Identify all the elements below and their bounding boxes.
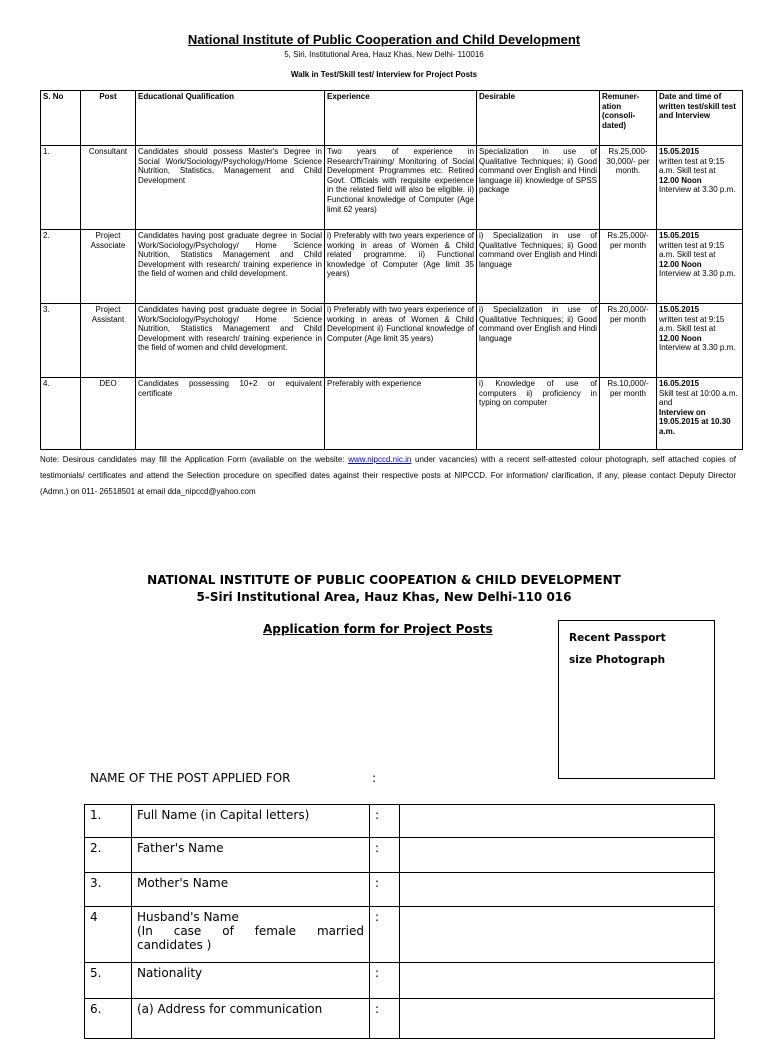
website-link[interactable]: www.nipccd.nic.in bbox=[348, 455, 412, 464]
row-noon: 12.00 Noon bbox=[659, 175, 702, 185]
posts-table bbox=[40, 90, 743, 450]
row-interview: Interview at 3.30 p.m. bbox=[659, 269, 736, 279]
field-colon: : bbox=[370, 907, 400, 963]
row-desirable: i) Specialization in use of Qualitative Techniques; ii) Good command over English and Hindi language bbox=[477, 304, 600, 378]
field-label: Father's Name bbox=[132, 838, 370, 873]
row-date: 16.05.2015 bbox=[659, 379, 700, 388]
row-qualification: Candidates should possess Master's Degree in Social Work/Sociology/Psychology/Home Science Nutrition, Statistics, Management and Child Development bbox=[136, 146, 325, 230]
row-sno: 3. bbox=[41, 304, 81, 378]
row-qualification: Candidates having post graduate degree in Social Work/Sociology/Psychology/ Home Science Nutrition, Statistics Management and Child Development with research/ training experience in the field of women and child development. bbox=[136, 230, 325, 304]
form-row bbox=[85, 907, 715, 963]
notice-address: 5, Siri, Institutional Area, Hauz Khas, New Delhi- 110016 bbox=[284, 50, 484, 59]
row-schedule-text: written test at 9:15 a.m. Skill test at bbox=[659, 314, 725, 334]
walkin-heading: Walk in Test/Skill test/ Interview for Project Posts bbox=[290, 70, 478, 79]
form-row bbox=[85, 838, 715, 873]
row-post: Project Assistant bbox=[81, 304, 136, 378]
form-institute-address: 5-Siri Institutional Area, Hauz Khas, New Delhi-110 016 bbox=[196, 590, 572, 604]
field-input-husbands-name[interactable] bbox=[400, 907, 715, 963]
row-remuneration: Rs.25,000- 30,000/- per month. bbox=[600, 146, 657, 230]
row-experience: i) Preferably with two years experience of working in areas of Women & Child related programme. ii) Functional knowledge of Computer (Age limit 35 years) bbox=[325, 230, 477, 304]
row-sno: 2. bbox=[41, 230, 81, 304]
table-row bbox=[41, 146, 743, 230]
form-institute-title: NATIONAL INSTITUTE OF PUBLIC COOPEATION & CHILD DEVELOPMENT bbox=[147, 573, 621, 587]
row-schedule bbox=[657, 230, 743, 304]
row-schedule-text: written test at 9:15 a.m. Skill test at bbox=[659, 156, 725, 176]
table-row bbox=[41, 230, 743, 304]
row-schedule-text: written test at 9:15 a.m. Skill test at bbox=[659, 240, 725, 260]
field-number: 4 bbox=[85, 907, 132, 963]
row-sno: 4. bbox=[41, 378, 81, 450]
row-date: 15.05.2015 bbox=[659, 231, 700, 240]
row-schedule bbox=[657, 304, 743, 378]
field-number: 2. bbox=[85, 838, 132, 873]
post-applied-label: NAME OF THE POST APPLIED FOR bbox=[90, 771, 291, 785]
row-desirable: Specialization in use of Qualitative Techniques; ii) Good command over English and Hindi language iii) knowledge of SPSS package bbox=[477, 146, 600, 230]
row-post: DEO bbox=[81, 378, 136, 450]
row-qualification: Candidates possessing 10+2 or equivalent certificate bbox=[136, 378, 325, 450]
photo-box[interactable] bbox=[558, 620, 715, 779]
row-qualification: Candidates having post graduate degree in Social Work/Sociology/Psychology/ Home Science Nutrition, Statistics Management and Child Development with research/ training experience in the field of women and child development. bbox=[136, 304, 325, 378]
row-schedule bbox=[657, 378, 743, 450]
field-colon: : bbox=[370, 873, 400, 907]
header-experience: Experience bbox=[325, 91, 477, 146]
note-text-end: under vacancies) with a recent self-attested colour photograph, self attached copies of testimonials/ certificates and attend the Selection procedure on specified dates against their respective posts at NIPCCD. For information/ clarification, if any, please contact Deputy Director (Admn.) on 011- 26518501 at email dda_nipccd@yahoo.com bbox=[40, 455, 736, 496]
header-qualification: Educational Qualification bbox=[136, 91, 325, 146]
field-colon: : bbox=[370, 838, 400, 873]
header-sno: S. No bbox=[41, 91, 81, 146]
field-colon: : bbox=[370, 963, 400, 999]
row-remuneration: Rs.20,000/- per month bbox=[600, 304, 657, 378]
field-number: 6. bbox=[85, 999, 132, 1039]
row-interview-bold: Interview on 19.05.2015 at 10.30 a.m. bbox=[659, 407, 731, 436]
row-schedule bbox=[657, 146, 743, 230]
field-label: Mother's Name bbox=[132, 873, 370, 907]
form-row bbox=[85, 805, 715, 838]
row-experience: Two years of experience in Research/Training/ Monitoring of Social Development Programmes etc. Retired Govt. Officials with requisite experience in the related field will also be eligible. ii) Functional knowledge of Computer (Age limit 62 years) bbox=[325, 146, 477, 230]
field-label bbox=[132, 907, 370, 963]
row-experience: i) Preferably with two years experience of working in areas of Women & Child Development ii) Functional knowledge of Computer (Age limit 35 years) bbox=[325, 304, 477, 378]
notice-title: National Institute of Public Cooperation and Child Development bbox=[187, 32, 581, 47]
row-date: 15.05.2015 bbox=[659, 147, 700, 156]
field-label: (a) Address for communication bbox=[132, 999, 370, 1039]
field-label-main: Husband's Name bbox=[137, 910, 239, 924]
row-desirable: i) Specialization in use of Qualitative Techniques; ii) Good command over English and Hindi language bbox=[477, 230, 600, 304]
field-input-fathers-name[interactable] bbox=[400, 838, 715, 873]
photo-label-line2: size Photograph bbox=[569, 654, 666, 666]
header-remuneration: Remuner-ation (consoli-dated) bbox=[600, 91, 657, 146]
row-desirable: i) Knowledge of use of computers ii) proficiency in typing on computer bbox=[477, 378, 600, 450]
header-desirable: Desirable bbox=[477, 91, 600, 146]
post-applied-colon: : bbox=[372, 771, 377, 785]
field-number: 1. bbox=[85, 805, 132, 838]
row-post: Project Associate bbox=[81, 230, 136, 304]
note-paragraph bbox=[40, 452, 736, 500]
field-number: 5. bbox=[85, 963, 132, 999]
form-row bbox=[85, 999, 715, 1039]
field-input-nationality[interactable] bbox=[400, 963, 715, 999]
field-colon: : bbox=[370, 999, 400, 1039]
field-colon: : bbox=[370, 805, 400, 838]
application-form-table bbox=[84, 804, 715, 1039]
field-input-full-name[interactable] bbox=[400, 805, 715, 838]
field-label: Nationality bbox=[132, 963, 370, 999]
row-noon: 12.00 Noon bbox=[659, 333, 702, 343]
field-input-mothers-name[interactable] bbox=[400, 873, 715, 907]
row-date: 15.05.2015 bbox=[659, 305, 700, 314]
field-number: 3. bbox=[85, 873, 132, 907]
row-interview: Interview at 3.30 p.m. bbox=[659, 343, 736, 353]
table-row bbox=[41, 304, 743, 378]
row-interview: Interview at 3.30 p.m. bbox=[659, 185, 736, 195]
row-experience: Preferably with experience bbox=[325, 378, 477, 450]
form-row bbox=[85, 873, 715, 907]
field-label: Full Name (in Capital letters) bbox=[132, 805, 370, 838]
row-noon: 12.00 Noon bbox=[659, 259, 702, 269]
row-remuneration: Rs.10,000/- per month bbox=[600, 378, 657, 450]
field-input-address[interactable] bbox=[400, 999, 715, 1039]
photo-label-line1: Recent Passport bbox=[569, 632, 666, 644]
form-row bbox=[85, 963, 715, 999]
row-sno: 1. bbox=[41, 146, 81, 230]
header-post: Post bbox=[81, 91, 136, 146]
application-form-heading: Application form for Project Posts bbox=[263, 622, 493, 636]
table-header-row bbox=[41, 91, 743, 146]
header-date-time: Date and time of written test/skill test and Interview bbox=[657, 91, 743, 146]
note-text-start: Note: Desirous candidates may fill the Application Form (available on the website: bbox=[40, 455, 345, 464]
field-label-sub: (In case of female married candidates ) bbox=[137, 924, 364, 952]
row-remuneration: Rs.25,000/- per month bbox=[600, 230, 657, 304]
row-schedule-text: Skill test at 10:00 a.m. and bbox=[659, 388, 738, 408]
table-row bbox=[41, 378, 743, 450]
row-post: Consultant bbox=[81, 146, 136, 230]
